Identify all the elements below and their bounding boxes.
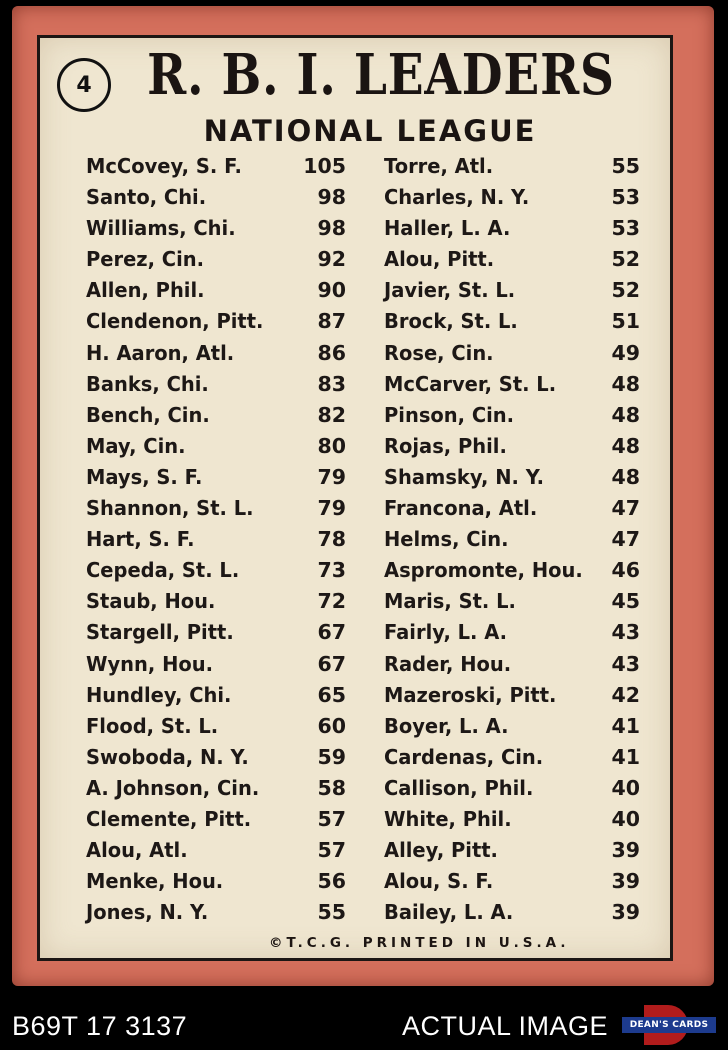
leader-row: [384, 869, 640, 900]
rbi-value: 92: [317, 247, 346, 272]
leader-row: [86, 838, 346, 869]
player-name: A. Johnson, Cin.: [86, 775, 260, 800]
rbi-value: 79: [317, 496, 346, 521]
player-name: Flood, St. L.: [86, 713, 219, 738]
player-name: Allen, Phil.: [86, 278, 205, 303]
leaders-right-column: [384, 154, 640, 931]
rbi-value: 73: [317, 558, 346, 583]
leader-row: [86, 683, 346, 714]
rbi-value: 47: [611, 527, 640, 552]
leader-row: [86, 465, 346, 496]
leader-row: [384, 341, 640, 372]
rbi-value: 90: [317, 278, 346, 303]
rbi-value: 46: [611, 558, 640, 583]
player-name: Rojas, Phil.: [384, 433, 507, 458]
leader-row: [384, 620, 640, 651]
player-name: Helms, Cin.: [384, 527, 509, 552]
leader-row: [384, 527, 640, 558]
leader-row: [86, 527, 346, 558]
card-title: R. B. I. LEADERS: [147, 42, 615, 108]
leader-row: [384, 185, 640, 216]
leader-row: [86, 216, 346, 247]
leader-row: [384, 652, 640, 683]
rbi-value: 78: [317, 527, 346, 552]
player-name: Hundley, Chi.: [86, 682, 232, 707]
rbi-value: 39: [611, 869, 640, 894]
rbi-value: 79: [317, 464, 346, 489]
player-name: Callison, Phil.: [384, 775, 534, 800]
player-name: Williams, Chi.: [86, 216, 236, 241]
rbi-value: 48: [611, 371, 640, 396]
rbi-value: 57: [317, 806, 346, 831]
leader-row: [384, 154, 640, 185]
rbi-value: 43: [611, 651, 640, 676]
rbi-value: 41: [611, 713, 640, 738]
player-name: Rose, Cin.: [384, 340, 494, 365]
player-name: Brock, St. L.: [384, 309, 518, 334]
rbi-value: 52: [611, 247, 640, 272]
rbi-value: 40: [611, 806, 640, 831]
player-name: Bench, Cin.: [86, 402, 210, 427]
actual-image-label: ACTUAL IMAGE: [402, 1011, 609, 1041]
leader-row: [86, 154, 346, 185]
leader-row: [384, 434, 640, 465]
rbi-value: 58: [317, 775, 346, 800]
player-name: Cepeda, St. L.: [86, 558, 240, 583]
player-name: White, Phil.: [384, 806, 512, 831]
player-name: May, Cin.: [86, 433, 186, 458]
rbi-value: 47: [611, 496, 640, 521]
rbi-value: 53: [611, 216, 640, 241]
leader-row: [384, 776, 640, 807]
rbi-value: 67: [317, 620, 346, 645]
rbi-value: 98: [317, 216, 346, 241]
player-name: Clendenon, Pitt.: [86, 309, 264, 334]
player-name: Boyer, L. A.: [384, 713, 509, 738]
leader-row: [384, 838, 640, 869]
player-name: Alou, Pitt.: [384, 247, 495, 272]
player-name: Alou, Atl.: [86, 838, 188, 863]
leader-row: [86, 620, 346, 651]
rbi-value: 82: [317, 402, 346, 427]
leader-row: [384, 216, 640, 247]
rbi-value: 83: [317, 371, 346, 396]
leader-row: [384, 900, 640, 931]
leader-row: [86, 589, 346, 620]
rbi-value: 48: [611, 464, 640, 489]
rbi-value: 60: [317, 713, 346, 738]
player-name: Shamsky, N. Y.: [384, 464, 544, 489]
rbi-value: 53: [611, 185, 640, 210]
player-name: Menke, Hou.: [86, 869, 224, 894]
rbi-value: 67: [317, 651, 346, 676]
leader-row: [86, 372, 346, 403]
player-name: Hart, S. F.: [86, 527, 195, 552]
rbi-value: 65: [317, 682, 346, 707]
leader-row: [86, 558, 346, 589]
rbi-value: 48: [611, 402, 640, 427]
card-number-badge: 4: [57, 58, 111, 112]
card-panel: [37, 35, 673, 961]
deans-cards-logo: [622, 1005, 716, 1045]
leader-row: [384, 714, 640, 745]
rbi-value: 42: [611, 682, 640, 707]
baseball-card-back: [12, 6, 714, 986]
logo-banner: DEAN'S CARDS: [622, 1017, 716, 1033]
player-name: Pinson, Cin.: [384, 402, 515, 427]
player-name: Santo, Chi.: [86, 185, 207, 210]
player-name: McCovey, S. F.: [86, 154, 242, 178]
player-name: Alou, S. F.: [384, 869, 494, 894]
leader-row: [86, 714, 346, 745]
player-name: Haller, L. A.: [384, 216, 511, 241]
player-name: Perez, Cin.: [86, 247, 205, 272]
player-name: Javier, St. L.: [384, 278, 516, 303]
rbi-value: 86: [317, 340, 346, 365]
player-name: Wynn, Hou.: [86, 651, 214, 676]
player-name: Staub, Hou.: [86, 589, 216, 614]
player-name: Rader, Hou.: [384, 651, 512, 676]
leader-row: [384, 745, 640, 776]
rbi-value: 45: [611, 589, 640, 614]
rbi-value: 87: [317, 309, 346, 334]
leaders-left-column: [86, 154, 346, 931]
rbi-value: 72: [317, 589, 346, 614]
rbi-value: 98: [317, 185, 346, 210]
rbi-value: 80: [317, 433, 346, 458]
player-name: H. Aaron, Atl.: [86, 340, 235, 365]
player-name: Stargell, Pitt.: [86, 620, 234, 645]
leader-row: [86, 247, 346, 278]
player-name: Charles, N. Y.: [384, 185, 530, 210]
leader-row: [86, 309, 346, 340]
rbi-value: 39: [611, 900, 640, 925]
player-name: Mays, S. F.: [86, 464, 203, 489]
player-name: Alley, Pitt.: [384, 838, 498, 863]
leader-row: [86, 652, 346, 683]
player-name: Bailey, L. A.: [384, 900, 514, 925]
rbi-value: 51: [611, 309, 640, 334]
player-name: McCarver, St. L.: [384, 371, 557, 396]
rbi-value: 105: [303, 154, 346, 178]
leader-row: [86, 434, 346, 465]
leader-row: [86, 185, 346, 216]
leader-row: [86, 341, 346, 372]
item-code: B69T 17 3137: [12, 1011, 188, 1041]
rbi-value: 59: [317, 744, 346, 769]
player-name: Cardenas, Cin.: [384, 744, 544, 769]
card-subtitle: NATIONAL LEAGUE: [203, 114, 537, 148]
leader-row: [384, 278, 640, 309]
player-name: Fairly, L. A.: [384, 620, 508, 645]
rbi-value: 43: [611, 620, 640, 645]
leader-row: [384, 403, 640, 434]
player-name: Francona, Atl.: [384, 496, 538, 521]
rbi-value: 55: [611, 154, 640, 178]
leader-row: [384, 589, 640, 620]
leader-row: [86, 776, 346, 807]
rbi-value: 39: [611, 838, 640, 863]
leader-row: [384, 372, 640, 403]
player-name: Mazeroski, Pitt.: [384, 682, 557, 707]
player-name: Banks, Chi.: [86, 371, 209, 396]
leader-row: [86, 900, 346, 931]
rbi-value: 55: [317, 900, 346, 925]
leader-row: [86, 403, 346, 434]
player-name: Clemente, Pitt.: [86, 806, 252, 831]
leader-row: [384, 496, 640, 527]
leader-row: [384, 465, 640, 496]
rbi-value: 56: [317, 869, 346, 894]
leader-row: [384, 558, 640, 589]
leader-row: [384, 807, 640, 838]
player-name: Aspromonte, Hou.: [384, 558, 583, 583]
leader-row: [384, 247, 640, 278]
rbi-value: 52: [611, 278, 640, 303]
rbi-value: 41: [611, 744, 640, 769]
leader-row: [86, 869, 346, 900]
player-name: Swoboda, N. Y.: [86, 744, 249, 769]
leader-row: [86, 496, 346, 527]
copyright-footer: ©T.C.G. PRINTED IN U.S.A.: [269, 935, 570, 951]
rbi-value: 48: [611, 433, 640, 458]
leader-row: [86, 745, 346, 776]
player-name: Shannon, St. L.: [86, 496, 254, 521]
leader-row: [86, 807, 346, 838]
rbi-value: 49: [611, 340, 640, 365]
player-name: Jones, N. Y.: [86, 900, 209, 925]
leader-row: [384, 683, 640, 714]
player-name: Torre, Atl.: [384, 154, 494, 178]
rbi-value: 40: [611, 775, 640, 800]
player-name: Maris, St. L.: [384, 589, 516, 614]
leader-row: [384, 309, 640, 340]
rbi-value: 57: [317, 838, 346, 863]
leader-row: [86, 278, 346, 309]
